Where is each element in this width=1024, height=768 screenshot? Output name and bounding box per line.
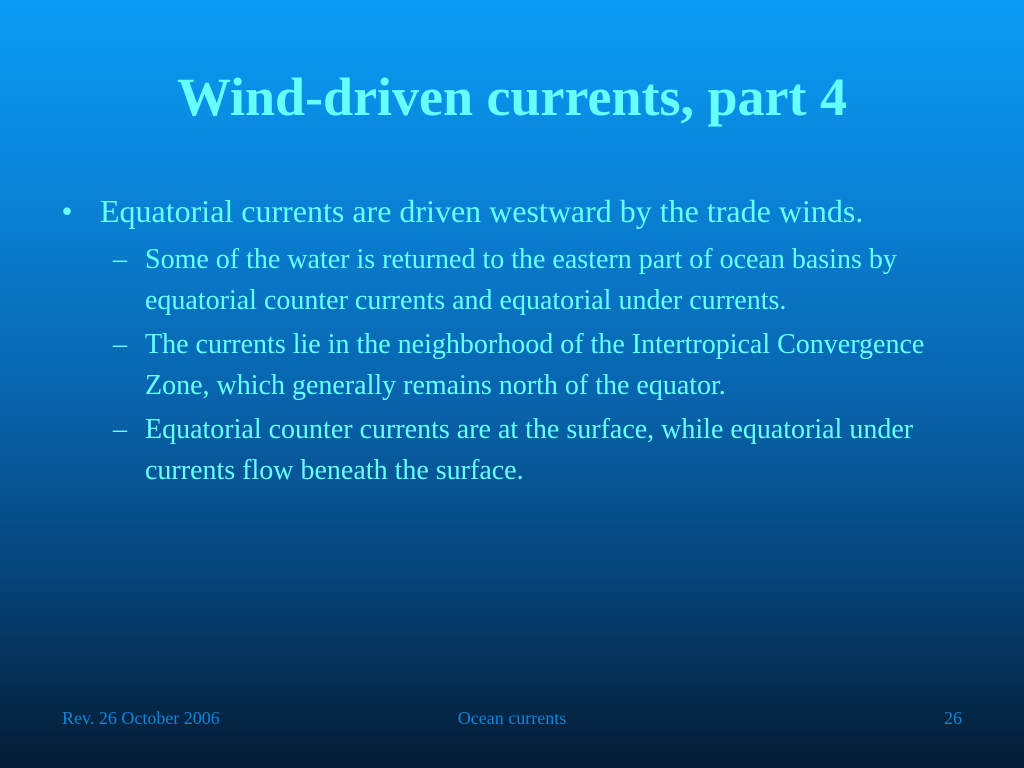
footer-date: Rev. 26 October 2006	[62, 708, 220, 728]
slide-title: Wind-driven currents, part 4	[176, 67, 848, 127]
bullet-icon: •	[61, 193, 73, 229]
sub-bullet-list	[100, 240, 955, 491]
bullet-list	[55, 190, 955, 495]
bullet-text: Equatorial currents are driven westward by the trade winds.	[100, 193, 864, 229]
dash-icon: –	[113, 244, 127, 275]
footer-topic: Ocean currents	[457, 708, 567, 728]
sub-bullet-text: The currents lie in the neighborhood of the Intertropical Convergence Zone, which generally remains north of the equator.	[145, 329, 925, 401]
slide-number: 26	[944, 708, 962, 728]
sub-bullet-text: Equatorial counter currents are at the surface, while equatorial under currents flow beneath the surface.	[145, 414, 914, 486]
dash-icon: –	[113, 329, 127, 360]
sub-bullet-item	[100, 325, 955, 406]
sub-bullet-item	[100, 240, 955, 321]
bullet-item	[55, 190, 955, 491]
dash-icon: –	[113, 414, 127, 445]
sub-bullet-item	[100, 410, 955, 491]
sub-bullet-text: Some of the water is returned to the eastern part of ocean basins by equatorial counter currents and equatorial under currents.	[145, 244, 897, 316]
